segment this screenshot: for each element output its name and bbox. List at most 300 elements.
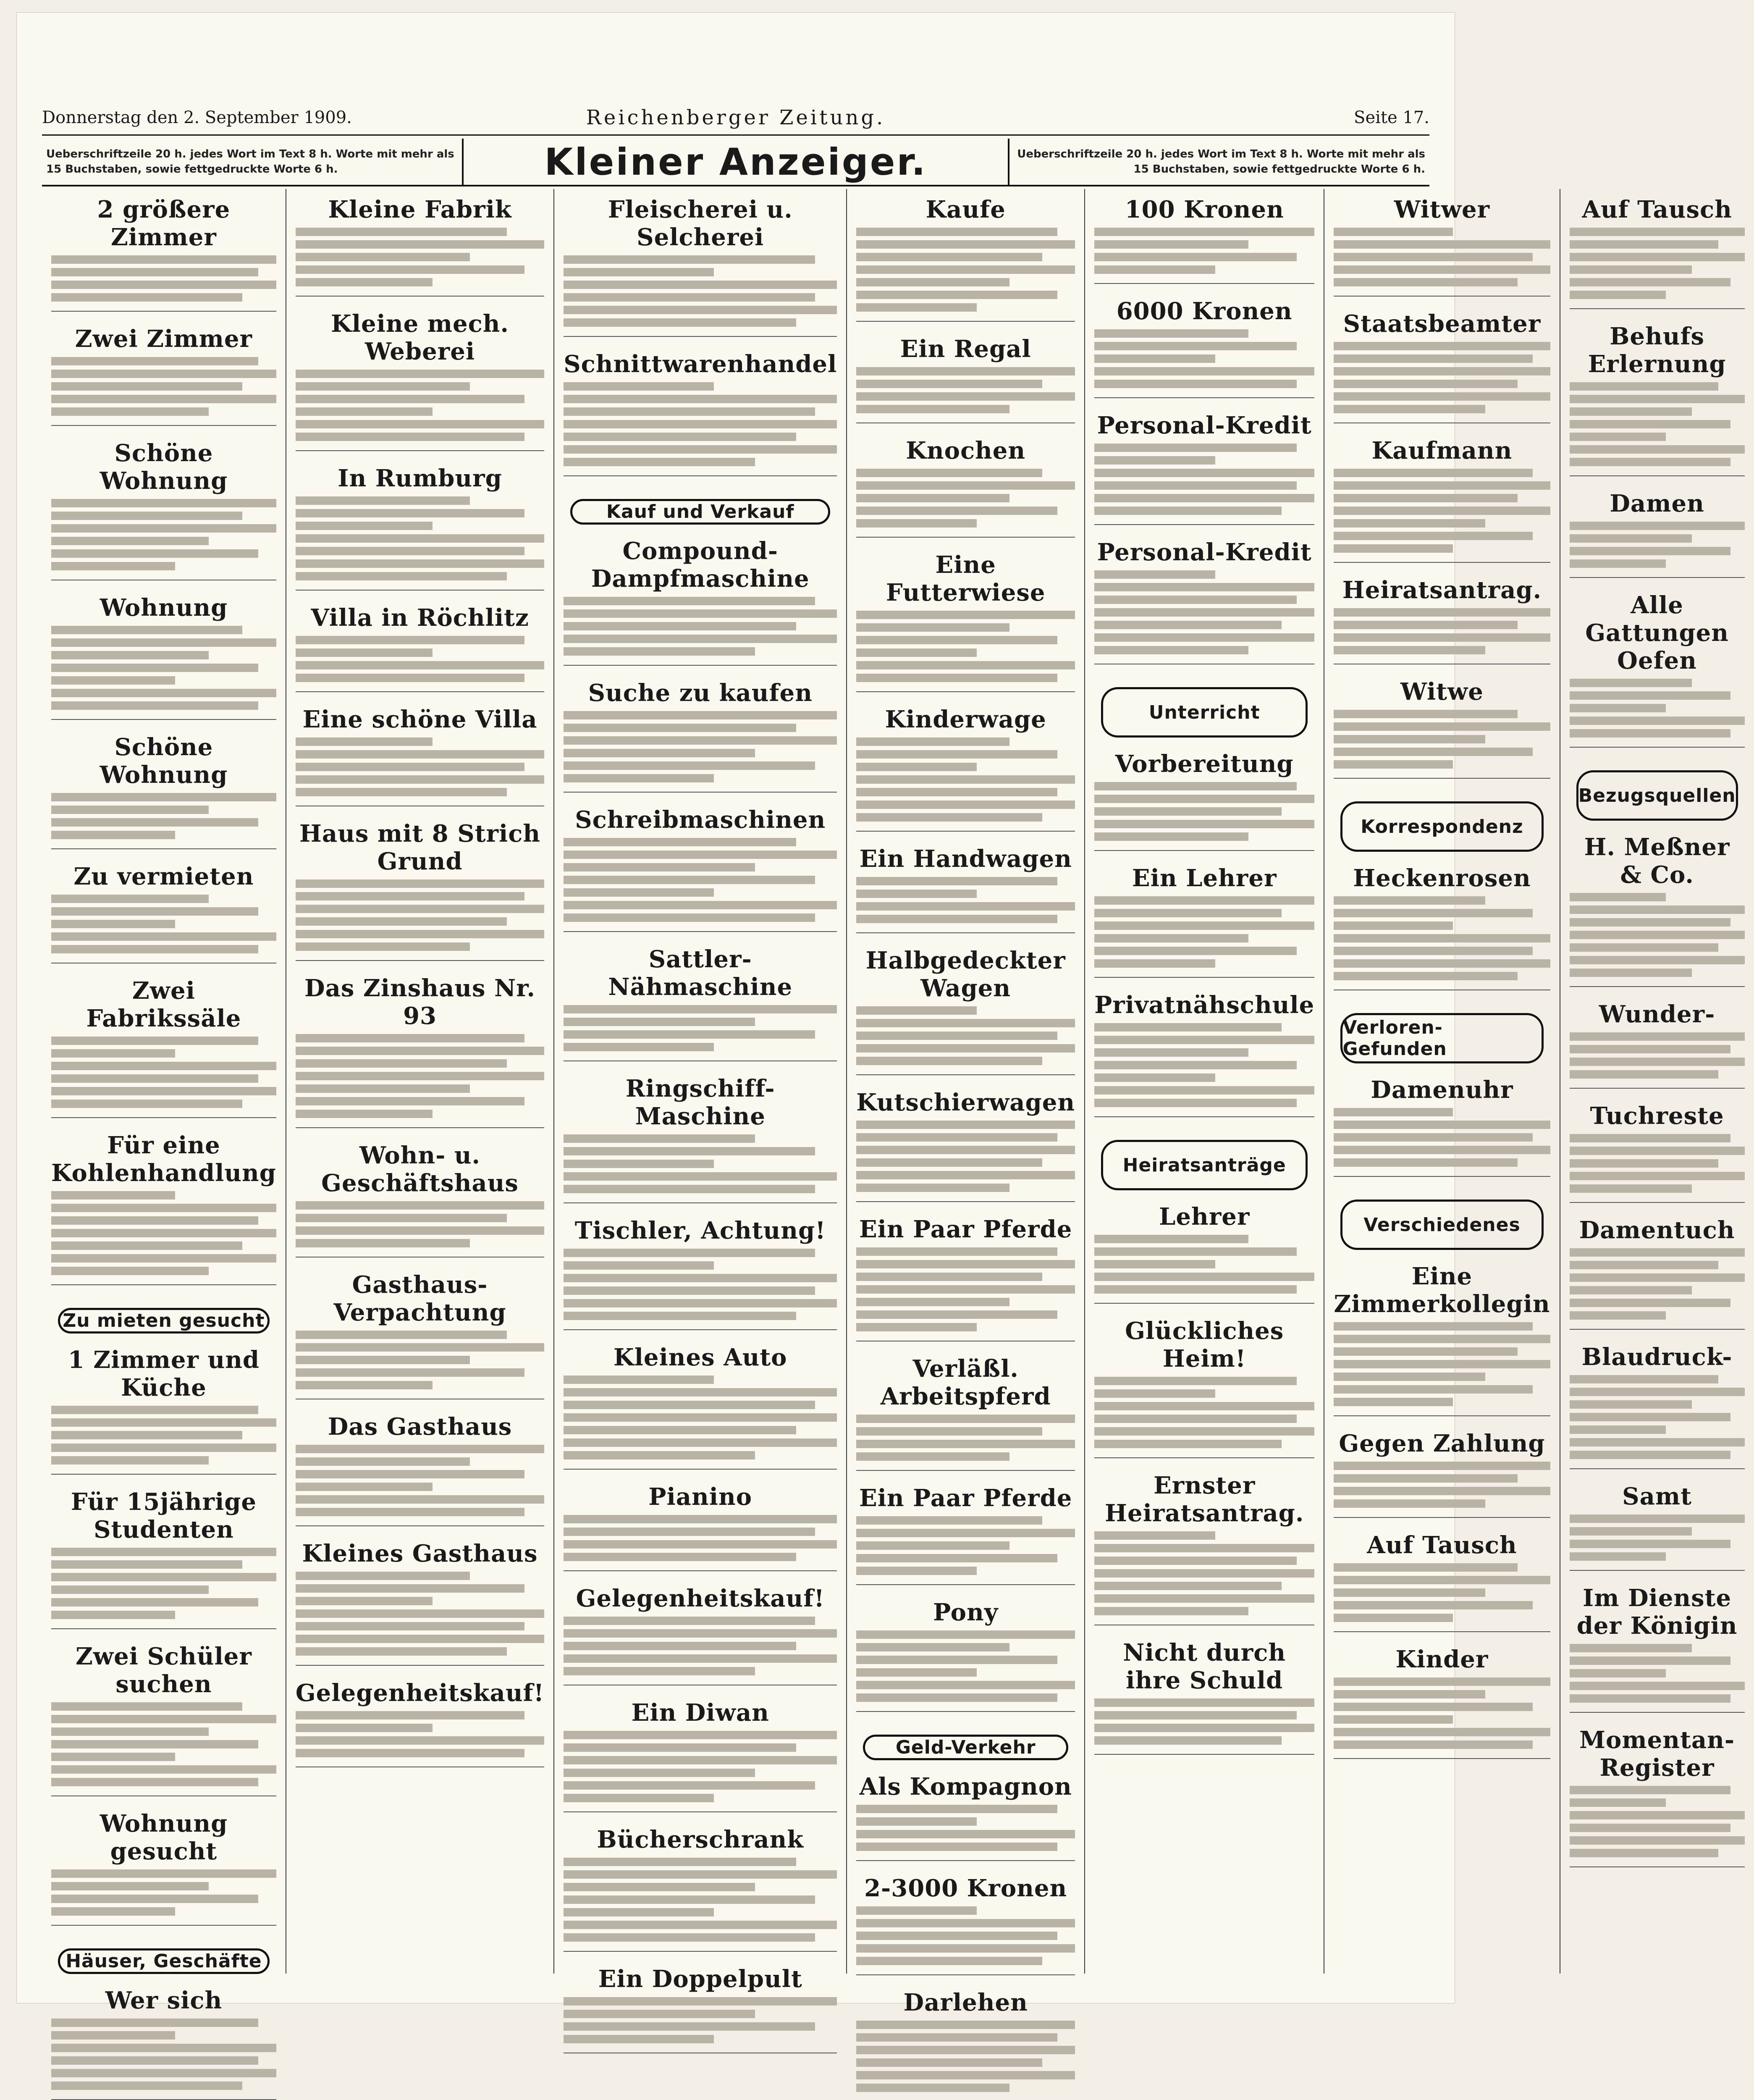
- ad-divider: [856, 691, 1075, 692]
- ad-divider: [1094, 1116, 1314, 1117]
- ad-body-illegible: [296, 1445, 544, 1516]
- text-line: [564, 736, 837, 745]
- text-line: [564, 293, 815, 302]
- classified-ad: [856, 845, 1075, 936]
- text-line: [51, 638, 276, 647]
- classified-ad: [296, 465, 544, 593]
- text-line: [51, 512, 242, 520]
- ad-divider: [1570, 1202, 1745, 1203]
- text-line: [1570, 1438, 1745, 1446]
- text-line: [1094, 832, 1248, 841]
- text-line: [1334, 1728, 1550, 1736]
- text-line: [296, 1495, 544, 1504]
- text-line: [51, 1037, 258, 1045]
- text-line: [1570, 458, 1731, 466]
- text-line: [1570, 1388, 1745, 1396]
- text-line: [1094, 646, 1248, 654]
- ad-divider: [856, 1974, 1075, 1975]
- ad-heading: In Rumburg: [338, 465, 502, 492]
- text-line: [1570, 1159, 1718, 1168]
- text-line: [296, 522, 433, 530]
- ad-body-illegible: [1334, 342, 1550, 413]
- text-line: [1570, 228, 1745, 236]
- text-line: [1334, 1677, 1550, 1686]
- ad-divider: [1094, 283, 1314, 284]
- text-line: [856, 1805, 1057, 1813]
- ad-heading: Staatsbeamter: [1343, 310, 1541, 338]
- ad-heading: Kleine mech. Weberei: [331, 310, 509, 365]
- ad-body-illegible: [856, 877, 1075, 923]
- text-line: [1570, 704, 1666, 712]
- ad-divider: [856, 1860, 1075, 1861]
- ad-heading: Witwe: [1400, 678, 1484, 706]
- ad-divider: [51, 848, 276, 849]
- ad-body-illegible: [296, 370, 544, 441]
- ad-heading: Als Kompagnon: [859, 1773, 1072, 1801]
- text-line: [51, 651, 209, 659]
- text-line: [856, 1057, 1042, 1065]
- text-line: [51, 1087, 276, 1095]
- text-line: [51, 2044, 276, 2052]
- ad-heading: Kinder: [1395, 1646, 1489, 1673]
- ad-heading: Eine schöne Villa: [302, 706, 537, 733]
- column-3: [553, 189, 846, 1993]
- text-line: [1570, 253, 1745, 261]
- ad-divider: [1094, 1457, 1314, 1458]
- text-line: [1094, 253, 1297, 261]
- ad-body-illegible: [1094, 1377, 1314, 1448]
- text-line: [1334, 1715, 1452, 1724]
- text-line: [51, 689, 276, 697]
- classified-ad: [1334, 864, 1550, 993]
- classified-ad: [856, 1484, 1075, 1588]
- classified-ad: [1570, 1216, 1745, 1332]
- classified-ad: [1570, 1343, 1745, 1472]
- text-line: [856, 1919, 1075, 1927]
- text-line: [1334, 469, 1533, 477]
- text-line: [564, 1005, 837, 1013]
- text-line: [296, 1097, 524, 1105]
- text-line: [51, 549, 258, 558]
- text-line: [1570, 1058, 1745, 1066]
- ad-heading: Für eine Kohlenhandlung: [51, 1131, 276, 1187]
- text-line: [1570, 691, 1731, 700]
- text-line: [1094, 1594, 1314, 1603]
- ad-divider: [1570, 1468, 1745, 1469]
- text-line: [564, 1172, 837, 1181]
- text-line: [856, 1310, 1057, 1319]
- text-line: [1334, 896, 1485, 905]
- ad-divider: [1334, 296, 1550, 297]
- ad-body-illegible: [1334, 1677, 1550, 1749]
- text-line: [296, 572, 507, 580]
- text-line: [564, 1870, 837, 1879]
- text-line: [856, 291, 1057, 299]
- text-line: [1094, 820, 1314, 828]
- text-line: [1334, 367, 1550, 375]
- ad-heading: Ein Lehrer: [1132, 864, 1277, 892]
- text-line: [51, 907, 258, 916]
- ad-heading: Kutschierwagen: [856, 1089, 1075, 1116]
- text-line: [564, 1312, 796, 1320]
- text-line: [51, 831, 175, 839]
- text-line: [1094, 380, 1297, 388]
- ad-divider: [1570, 1329, 1745, 1330]
- text-line: [1334, 342, 1550, 350]
- text-line: [1094, 1440, 1282, 1448]
- ad-heading: Ein Paar Pferde: [859, 1484, 1072, 1512]
- ad-divider: [564, 931, 837, 932]
- text-line: [51, 268, 258, 276]
- text-line: [1334, 1462, 1550, 1470]
- column-1: [42, 189, 286, 2014]
- text-line: [296, 1597, 433, 1605]
- section-label: Häuser, Geschäfte: [58, 1948, 270, 1974]
- text-line: [1570, 407, 1692, 416]
- ad-body-illegible: [1570, 1134, 1745, 1193]
- text-line: [856, 1121, 1075, 1129]
- text-line: [51, 1573, 276, 1581]
- text-line: [1570, 1311, 1666, 1320]
- column-5: [1084, 189, 1324, 1974]
- text-line: [1570, 278, 1731, 286]
- classified-ad: [51, 1987, 276, 2100]
- ad-divider: [856, 537, 1075, 538]
- ad-heading: Personal-Kredit: [1097, 538, 1312, 566]
- ad-heading: Zwei Schüler suchen: [76, 1643, 252, 1698]
- text-line: [1334, 1385, 1533, 1394]
- text-line: [51, 1727, 209, 1736]
- ad-divider: [51, 1474, 276, 1475]
- text-line: [564, 433, 796, 441]
- text-line: [564, 749, 755, 757]
- ad-heading: Kinderwage: [885, 706, 1046, 733]
- text-line: [1094, 947, 1297, 955]
- ad-body-illegible: [296, 1201, 544, 1247]
- text-line: [1334, 380, 1518, 388]
- classified-ad: [856, 551, 1075, 695]
- ad-divider: [51, 1628, 276, 1629]
- ad-heading: Kleines Auto: [613, 1344, 787, 1371]
- text-line: [1570, 1552, 1666, 1561]
- ad-body-illegible: [296, 496, 544, 580]
- text-line: [1334, 1335, 1550, 1343]
- text-line: [51, 2082, 242, 2090]
- classified-ad: [1334, 437, 1550, 565]
- ad-heading: Ein Regal: [900, 335, 1031, 363]
- text-line: [1334, 1133, 1533, 1142]
- ad-body-illegible: [1570, 522, 1745, 568]
- text-line: [1334, 354, 1533, 363]
- text-line: [856, 1630, 1075, 1639]
- text-line: [856, 1932, 1057, 1940]
- ad-heading: Glückliches Heim!: [1125, 1317, 1284, 1373]
- classified-columns: [42, 189, 1738, 2016]
- text-line: [51, 1882, 209, 1890]
- ad-divider: [296, 691, 544, 692]
- ad-divider: [51, 311, 276, 312]
- classified-ad: [564, 1483, 837, 1574]
- text-line: [1094, 1569, 1314, 1578]
- text-line: [51, 395, 276, 403]
- text-line: [856, 1184, 1009, 1192]
- ad-divider: [564, 475, 837, 476]
- ad-body-illegible: [1570, 1515, 1745, 1561]
- text-line: [1094, 1061, 1297, 1069]
- text-line: [1334, 909, 1533, 917]
- section-label: Unterricht: [1101, 687, 1308, 738]
- text-line: [51, 1191, 175, 1200]
- column-2: [286, 189, 553, 1974]
- text-line: [1570, 265, 1692, 274]
- ad-body-illegible: [856, 1415, 1075, 1461]
- text-line: [856, 1415, 1075, 1423]
- classified-ad: [296, 820, 544, 963]
- text-line: [296, 636, 524, 644]
- text-line: [1094, 1531, 1215, 1540]
- classified-ad: [51, 439, 276, 583]
- classified-ad: [1094, 864, 1314, 980]
- text-line: [1334, 494, 1518, 502]
- text-line: [856, 611, 1075, 619]
- text-line: [1094, 494, 1314, 502]
- section-title: Kleiner Anzeiger.: [462, 139, 1009, 185]
- text-line: [296, 1724, 433, 1732]
- text-line: [1334, 1690, 1485, 1698]
- text-line: [51, 1740, 258, 1748]
- ad-body-illegible: [1334, 896, 1550, 980]
- ad-body-illegible: [51, 1037, 276, 1108]
- text-line: [296, 1226, 544, 1235]
- ad-heading: Kaufe: [926, 196, 1006, 223]
- text-line: [564, 863, 755, 872]
- text-line: [51, 1548, 276, 1556]
- text-line: [1570, 918, 1731, 927]
- text-line: [564, 876, 815, 884]
- text-line: [1094, 1415, 1297, 1423]
- ad-heading: Wer sich: [105, 1987, 223, 2014]
- text-line: [564, 635, 837, 643]
- ad-body-illegible: [1094, 1698, 1314, 1745]
- ad-body-illegible: [1094, 444, 1314, 515]
- ad-divider: [564, 1469, 837, 1470]
- classified-ad: [564, 1585, 837, 1688]
- text-line: [1570, 420, 1731, 428]
- text-line: [1334, 972, 1518, 980]
- section-label: Verloren-Gefunden: [1340, 1013, 1543, 1063]
- text-line: [296, 547, 524, 555]
- ad-heading: Personal-Kredit: [1097, 412, 1312, 439]
- ad-divider: [296, 450, 544, 451]
- ad-divider: [296, 1127, 544, 1128]
- text-line: [51, 945, 258, 953]
- text-line: [1334, 265, 1550, 274]
- text-line: [564, 597, 815, 605]
- classified-ad: [564, 1699, 837, 1815]
- text-line: [856, 1273, 1042, 1281]
- column-4: [846, 189, 1084, 2016]
- text-line: [856, 813, 1042, 822]
- text-line: [564, 1667, 755, 1675]
- ad-body-illegible: [51, 1406, 276, 1465]
- text-line: [1094, 342, 1297, 350]
- classified-ad: [51, 1643, 276, 1799]
- ad-heading: Momentan-Register: [1579, 1726, 1735, 1782]
- text-line: [856, 278, 1009, 286]
- ad-body-illegible: [856, 1516, 1075, 1575]
- text-line: [1334, 921, 1452, 930]
- text-line: [1094, 1582, 1282, 1590]
- text-line: [856, 1285, 1075, 1294]
- ad-heading: 2-3000 Kronen: [864, 1874, 1067, 1902]
- text-line: [856, 228, 1057, 236]
- ad-body-illegible: [856, 1006, 1075, 1065]
- ad-heading: Ein Handwagen: [859, 845, 1072, 873]
- ad-heading: Ein Doppelpult: [598, 1965, 802, 1993]
- text-line: [1334, 1474, 1518, 1483]
- classified-ad: [51, 594, 276, 722]
- text-line: [296, 1483, 433, 1491]
- text-line: [856, 738, 1009, 746]
- ad-body-illegible: [564, 1997, 837, 2043]
- text-line: [1570, 1045, 1731, 1053]
- classified-ad: [1570, 490, 1745, 580]
- text-line: [296, 763, 524, 771]
- text-line: [1570, 1261, 1718, 1269]
- text-line: [1094, 807, 1282, 816]
- classified-ad: [1094, 1203, 1314, 1306]
- classified-ad: [856, 706, 1075, 834]
- text-line: [51, 293, 242, 302]
- ad-body-illegible: [296, 879, 544, 951]
- text-line: [564, 1160, 714, 1168]
- text-line: [564, 1908, 714, 1916]
- text-line: [296, 1457, 470, 1466]
- text-line: [51, 1074, 258, 1083]
- text-line: [1570, 1172, 1745, 1180]
- text-line: [564, 1642, 796, 1650]
- text-line: [1094, 596, 1297, 604]
- text-line: [856, 380, 1042, 388]
- column-7: [1560, 189, 1754, 1974]
- ad-heading: Sattler-Nähmaschine: [608, 945, 793, 1001]
- ad-body-illegible: [51, 626, 276, 710]
- text-line: [1334, 1499, 1485, 1508]
- text-line: [856, 1298, 1009, 1306]
- text-line: [856, 2021, 1075, 2029]
- text-line: [564, 1654, 837, 1663]
- ad-heading: Ernster Heiratsantrag.: [1105, 1472, 1304, 1527]
- text-line: [564, 1756, 837, 1764]
- text-line: [564, 901, 837, 909]
- ad-heading: Gelegenheitskauf!: [576, 1585, 825, 1612]
- text-line: [1094, 633, 1314, 642]
- column-6: [1324, 189, 1559, 1974]
- ad-divider: [1094, 397, 1314, 398]
- text-line: [856, 1541, 1009, 1550]
- text-line: [564, 1388, 837, 1396]
- ad-body-illegible: [296, 636, 544, 682]
- text-line: [51, 1598, 258, 1606]
- text-line: [564, 1185, 815, 1193]
- text-line: [564, 1043, 714, 1051]
- ad-heading: Halbgedeckter Wagen: [865, 947, 1066, 1002]
- text-line: [1094, 507, 1282, 515]
- ad-divider: [1094, 524, 1314, 525]
- text-line: [856, 801, 1075, 809]
- classified-ad: [1334, 1646, 1550, 1761]
- text-line: [51, 1100, 242, 1108]
- classified-ad: [1094, 297, 1314, 401]
- text-line: [564, 609, 837, 618]
- text-line: [296, 1508, 524, 1516]
- ad-divider: [1334, 1176, 1550, 1177]
- text-line: [296, 788, 507, 796]
- text-line: [1570, 1644, 1692, 1652]
- text-line: [1570, 1824, 1731, 1832]
- section-label: Bezugsquellen: [1576, 770, 1738, 821]
- ad-heading: Schnittwarenhandel: [564, 350, 837, 378]
- ad-body-illegible: [1094, 570, 1314, 654]
- ad-divider: [296, 590, 544, 591]
- text-line: [1570, 969, 1692, 977]
- ad-heading: Eine Futterwiese: [886, 551, 1046, 606]
- ad-divider: [564, 792, 837, 793]
- text-line: [1570, 1811, 1745, 1819]
- classified-ad: [51, 1346, 276, 1477]
- section-label: Kauf und Verkauf: [570, 499, 830, 525]
- text-line: [296, 917, 507, 926]
- header-paper-title: Reichenberger Zeitung.: [586, 106, 886, 129]
- text-line: [856, 661, 1075, 669]
- text-line: [51, 562, 175, 570]
- text-line: [1570, 1669, 1666, 1677]
- ad-divider: [856, 932, 1075, 933]
- ad-body-illegible: [1094, 1235, 1314, 1294]
- text-line: [296, 1635, 544, 1643]
- ad-body-illegible: [564, 1249, 837, 1320]
- classified-ad: [1334, 1531, 1550, 1635]
- classified-ad: [51, 1488, 276, 1632]
- text-line: [564, 761, 815, 770]
- header-date: Donnerstag den 2. September 1909.: [42, 108, 352, 127]
- ad-heading: Haus mit 8 Strich Grund: [299, 820, 541, 875]
- ad-heading: Blaudruck-: [1581, 1343, 1733, 1371]
- text-line: [296, 1110, 433, 1118]
- section-label: Korrespondenz: [1340, 801, 1543, 852]
- text-line: [856, 1567, 976, 1575]
- text-line: [1334, 959, 1550, 968]
- text-line: [856, 469, 1042, 477]
- classified-ad: [856, 1989, 1075, 2100]
- text-line: [296, 278, 433, 286]
- ad-divider: [564, 336, 837, 337]
- newspaper-page: [17, 13, 1738, 2016]
- text-line: [1570, 445, 1745, 454]
- text-line: [564, 2022, 815, 2031]
- classified-ad: [856, 1355, 1075, 1473]
- text-line: [1094, 1074, 1215, 1082]
- ad-divider: [296, 960, 544, 961]
- text-line: [51, 2056, 258, 2065]
- classified-ad: [1570, 323, 1745, 479]
- text-line: [1570, 1147, 1745, 1155]
- text-line: [51, 370, 276, 378]
- ad-body-illegible: [564, 597, 837, 656]
- ad-body-illegible: [296, 738, 544, 796]
- classified-ad: [564, 806, 837, 934]
- text-line: [564, 255, 815, 264]
